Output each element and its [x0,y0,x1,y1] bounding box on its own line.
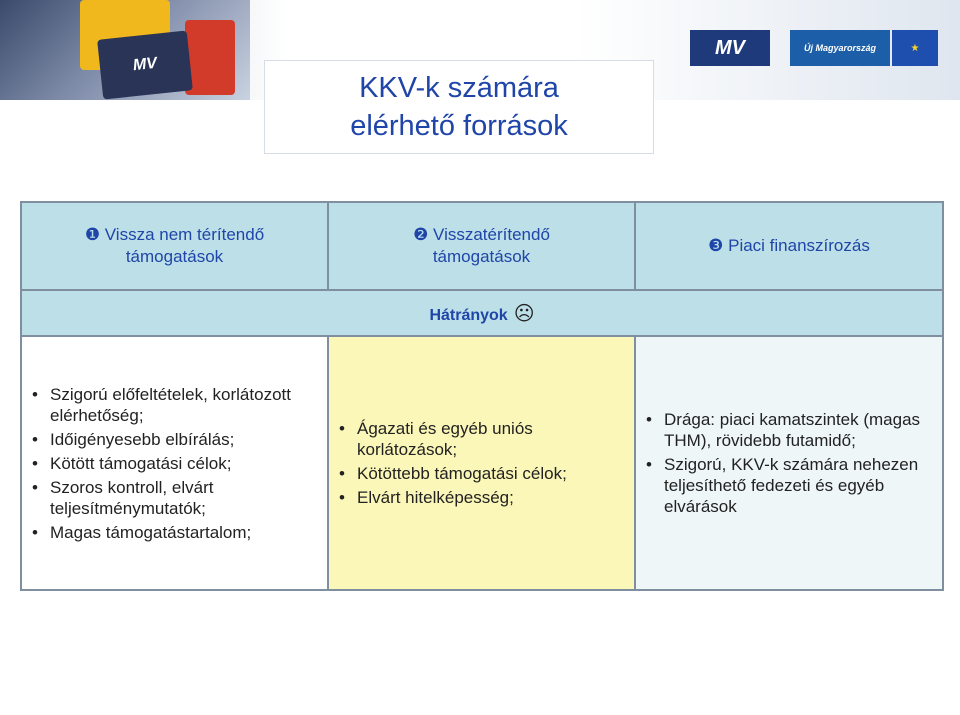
column-header-refundable: ❷ Visszatérítendő támogatások [328,202,635,290]
banner-photo [0,0,250,100]
list-item: • Magas támogatástartalom; [50,522,317,543]
list-item: • Szigorú előfeltételek, korlátozott elérhetőség; [50,384,317,426]
list-item: • Elvárt hitelképesség; [357,487,624,508]
col2-disadvantages [328,336,635,590]
column-header-market-financing: ❸ Piaci finanszírozás [635,202,943,290]
title-line-1: KKV-k számára [359,72,559,104]
list-item: • Szigorú, KKV-k számára nehezen teljesíthető fedezeti és egyéb elvárások [664,454,932,517]
uj-magyarorszag-logo: Új Magyarország [790,30,890,66]
list-item: • Drága: piaci kamatszintek (magas THM), rövidebb futamidő; [664,409,932,451]
disadvantages-row [21,290,943,336]
list-item: • Időigényesebb elbírálás; [50,429,317,450]
frown-icon: ☹ [513,302,535,325]
page-title [264,60,654,154]
funding-sources-table [20,201,944,591]
list-item: • Szoros kontroll, elvárt teljesítménymutatók; [50,477,317,519]
list-item: • Kötöttebb támogatási célok; [357,463,624,484]
col1-disadvantages [21,336,328,590]
title-line-2: elérhető források [350,110,568,142]
col3-disadvantages [635,336,943,590]
column-header-non-refundable: ❶ Vissza nem térítendő támogatások [21,202,328,290]
mv-logo-cube: MV [97,30,193,99]
mv-logo: MV [690,30,770,66]
list-item: • Kötött támogatási célok; [50,453,317,474]
eu-flag-icon: ★ [892,30,938,66]
list-item: • Ágazati és egyéb uniós korlátozások; [357,418,624,460]
disadvantages-label: Hátrányok [429,306,508,324]
red-cube-image [185,20,235,95]
